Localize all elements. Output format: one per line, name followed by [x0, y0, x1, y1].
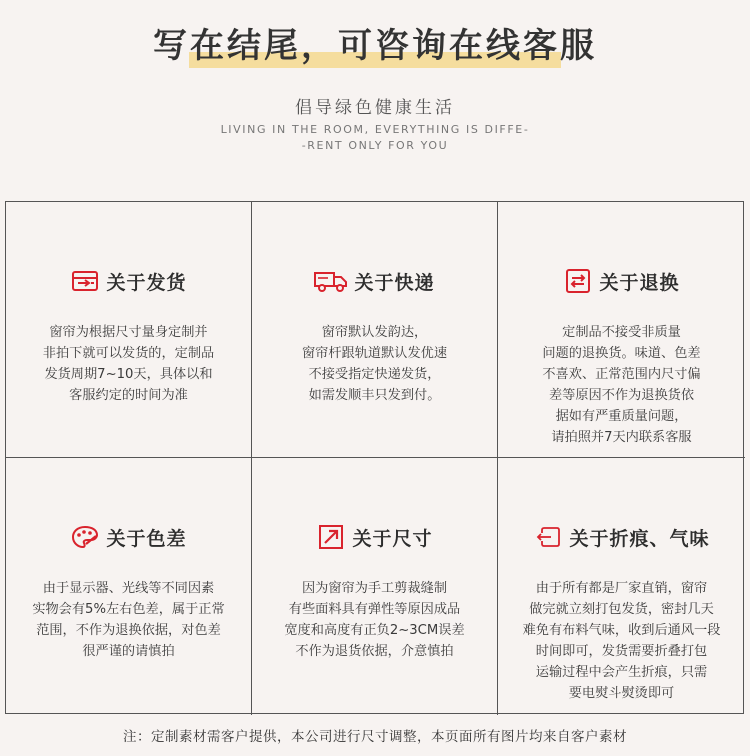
english-line-1: LIVING IN THE ROOM, EVERYTHING IS DIFFE-: [220, 123, 530, 136]
card-body: [6, 322, 251, 406]
card-line: 不接受指定快递发货，: [308, 367, 441, 382]
card-title: 关于折痕、气味: [569, 527, 710, 550]
card-line: 不作为退货依据，介意慎拍: [295, 644, 454, 659]
exchange-icon: [563, 268, 593, 294]
card-line: 由于所有都是厂家直销，窗帘: [535, 581, 708, 596]
card-line: 发货周期7~10天，具体以和: [44, 367, 213, 382]
card-line: 运输过程中会产生折痕，只需: [535, 665, 708, 680]
card-line: 有些面料具有弹性等原因成品: [288, 602, 461, 617]
card-line: 请拍照并7天内联系客服: [551, 430, 692, 445]
card-line: 窗帘为根据尺寸量身定制并: [49, 325, 208, 340]
shipping-box-icon: [70, 268, 100, 294]
card-title: 关于色差: [106, 527, 187, 550]
card-returns: [498, 202, 745, 458]
resize-arrow-icon: [316, 524, 346, 550]
card-line: 因为窗帘为手工剪裁缝制: [301, 581, 448, 596]
card-header: [252, 264, 497, 298]
card-color-difference: [6, 458, 252, 715]
card-line: 时间即可，发货需要折叠打包: [535, 644, 708, 659]
header: [0, 22, 750, 70]
card-title: 关于发货: [106, 271, 187, 294]
card-line: 不喜欢、正常范围内尺寸偏: [542, 367, 701, 382]
card-line: 客服约定的时间为准: [69, 388, 188, 403]
card-shipping: [6, 202, 252, 458]
card-line: 窗帘杆跟轨道默认发优速: [301, 346, 448, 361]
info-grid: [5, 201, 744, 714]
card-body: [6, 578, 251, 662]
card-line: 做完就立刻打包发货，密封几天: [529, 602, 714, 617]
card-body: [252, 578, 497, 662]
card-line: 差等原因不作为退换货依: [548, 388, 695, 403]
card-line: 定制品不接受非质量: [562, 325, 681, 340]
card-line: 如需发顺丰只发到付。: [308, 388, 441, 403]
fold-exit-icon: [533, 524, 563, 550]
card-line: 由于显示器、光线等不同因素: [42, 581, 215, 596]
card-line: 非拍下就可以发货的，定制品: [42, 346, 215, 361]
page-title: 写在结尾，可咨询在线客服: [153, 26, 597, 66]
card-line: 据如有严重质量问题，: [555, 409, 688, 424]
card-line: 范围，不作为退换依据，对色差: [36, 623, 221, 638]
card-line: 宽度和高度有正负2~3CM误差: [284, 623, 465, 638]
card-body: [252, 322, 497, 406]
card-delivery: [252, 202, 498, 458]
english-line-2: -RENT ONLY FOR YOU: [301, 139, 449, 152]
card-title: 关于退换: [599, 271, 680, 294]
english-tagline: [0, 122, 750, 154]
card-size: [252, 458, 498, 715]
footer-note: 注：定制素材需客户提供，本公司进行尺寸调整，本页面所有图片均来自客户素材: [123, 729, 627, 745]
card-header: [252, 520, 497, 554]
card-title: 关于尺寸: [352, 527, 433, 550]
card-header: [498, 520, 745, 554]
card-line: 难免有布料气味，收到后通风一段: [522, 623, 721, 638]
card-header: [6, 264, 251, 298]
card-body: [498, 322, 745, 448]
card-line: 窗帘默认发韵达，: [321, 325, 428, 340]
card-body: [498, 578, 745, 704]
card-line: 实物会有5%左右色差，属于正常: [32, 602, 225, 617]
card-folds-smell: [498, 458, 745, 715]
card-header: [6, 520, 251, 554]
card-header: [498, 264, 745, 298]
card-title: 关于快递: [354, 271, 435, 294]
subtitle: 倡导绿色健康生活: [295, 98, 455, 118]
palette-icon: [70, 524, 100, 550]
delivery-truck-icon: [314, 268, 348, 294]
card-line: 问题的退换货。味道、色差: [542, 346, 701, 361]
card-line: 要电熨斗熨烫即可: [568, 686, 675, 701]
card-line: 很严谨的请慎拍: [82, 644, 175, 659]
